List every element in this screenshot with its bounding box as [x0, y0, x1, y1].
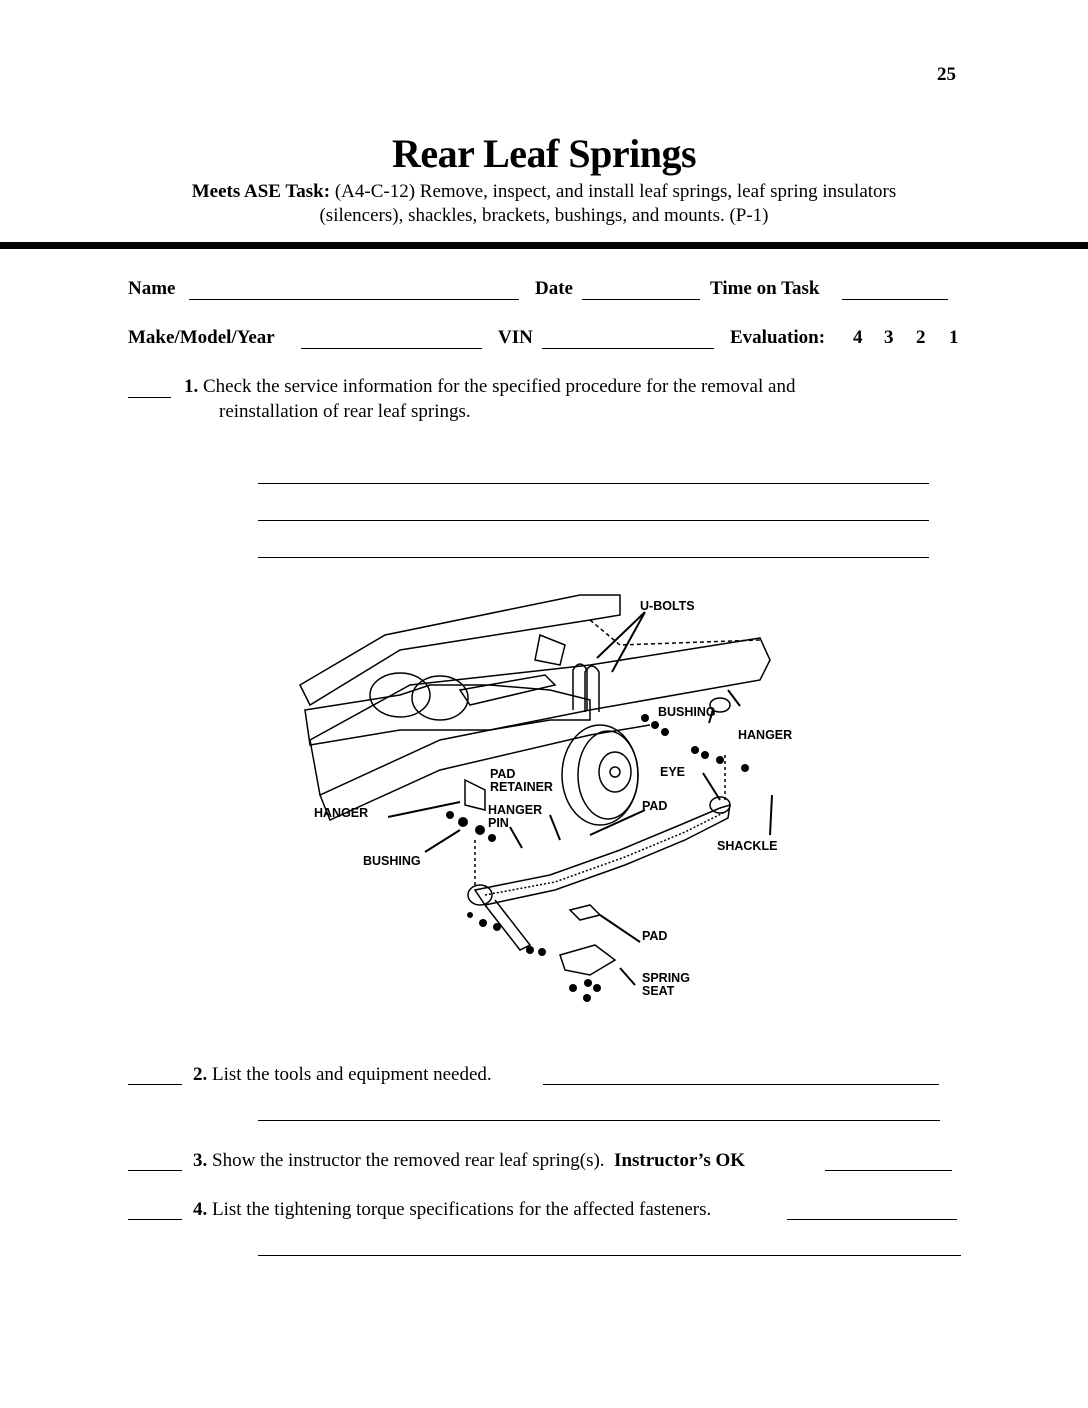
make-model-year-label: Make/Model/Year: [128, 327, 275, 348]
ase-task-line1: (A4-C-12) Remove, inspect, and install leaf springs, leaf spring insulators: [330, 181, 897, 202]
step-2: [193, 1063, 492, 1087]
date-label: Date: [535, 278, 573, 299]
step-1: [184, 375, 795, 399]
instructor-ok-label: Instructor’s OK: [614, 1150, 746, 1171]
name-label: Name: [128, 278, 176, 299]
evaluation-label: Evaluation:: [730, 327, 826, 348]
step-1-number: 1.: [184, 376, 199, 397]
header-divider: [0, 242, 1088, 249]
label-u-bolts: U-BOLTS: [640, 599, 695, 613]
step-1-answer-line-3[interactable]: [258, 557, 929, 558]
name-input-line[interactable]: [189, 299, 519, 300]
step-2-checkoff-line[interactable]: [128, 1084, 182, 1085]
make-model-year-group: [128, 327, 275, 349]
step-3-text: Show the instructor the removed rear leaf spring(s).: [212, 1150, 605, 1171]
label-spring-seat-2: SEAT: [642, 984, 675, 998]
step-2-text: List the tools and equipment needed.: [212, 1064, 492, 1085]
time-on-task-label: Time on Task: [710, 278, 820, 299]
step-1-answer-line-1[interactable]: [258, 483, 929, 484]
step-4-checkoff-line[interactable]: [128, 1219, 182, 1220]
page-title: Rear Leaf Springs: [391, 131, 697, 176]
evaluation-group: [730, 327, 825, 349]
date-field-group: [535, 278, 573, 300]
date-input-line[interactable]: [582, 299, 700, 300]
step-1-text-line2: reinstallation of rear leaf springs.: [219, 401, 471, 422]
ase-task-label: Meets ASE Task:: [191, 181, 331, 202]
label-hanger-pin-2: PIN: [488, 816, 509, 830]
evaluation-score-4[interactable]: 4: [853, 327, 863, 348]
label-spring-seat-1: SPRING: [642, 971, 690, 985]
step-3: [193, 1149, 745, 1173]
ase-task-line2: (silencers), shackles, brackets, bushings, and mounts. (P-1): [319, 205, 769, 226]
step-1-answer-line-2[interactable]: [258, 520, 929, 521]
label-pad-retainer-1: PAD: [490, 767, 516, 781]
step-2-number: 2.: [193, 1064, 208, 1085]
time-on-task-input-line[interactable]: [842, 299, 948, 300]
evaluation-score-1[interactable]: 1: [949, 327, 959, 348]
name-field-group: [128, 278, 175, 300]
label-hanger-pin-1: HANGER: [488, 803, 543, 817]
page-number: 25: [937, 64, 956, 85]
ase-task-description: [0, 180, 1088, 228]
step-4-answer-line-1[interactable]: [787, 1219, 957, 1220]
rear-leaf-spring-diagram: [290, 590, 800, 1015]
instructor-ok-signature-line[interactable]: [825, 1170, 952, 1171]
vin-input-line[interactable]: [542, 348, 714, 349]
make-model-year-input-line[interactable]: [301, 348, 482, 349]
step-1-text-line1: Check the service information for the specified procedure for the removal and: [203, 376, 796, 397]
label-shackle: SHACKLE: [717, 839, 778, 853]
step-4-text: List the tightening torque specifications for the affected fasteners.: [212, 1199, 712, 1220]
label-eye: EYE: [660, 765, 686, 779]
step-4: [193, 1198, 711, 1222]
label-hanger-right: HANGER: [738, 728, 793, 742]
step-4-number: 4.: [193, 1199, 208, 1220]
time-field-group: [710, 278, 819, 300]
step-2-answer-line-1[interactable]: [543, 1084, 939, 1085]
evaluation-score-3[interactable]: 3: [884, 327, 894, 348]
label-pad-mid: PAD: [642, 799, 668, 813]
label-bushing-left: BUSHING: [363, 854, 421, 868]
label-hanger-left: HANGER: [314, 806, 369, 820]
label-pad-retainer-2: RETAINER: [490, 780, 553, 794]
label-pad-bottom: PAD: [642, 929, 668, 943]
evaluation-score-2[interactable]: 2: [916, 327, 926, 348]
step-2-answer-line-2[interactable]: [258, 1120, 940, 1121]
step-1-checkoff-line[interactable]: [128, 397, 171, 398]
vin-group: [498, 327, 533, 349]
label-bushing-top: BUSHING: [658, 705, 716, 719]
vin-label: VIN: [498, 327, 533, 348]
step-3-number: 3.: [193, 1150, 208, 1171]
step-3-checkoff-line[interactable]: [128, 1170, 182, 1171]
step-4-answer-line-2[interactable]: [258, 1255, 961, 1256]
